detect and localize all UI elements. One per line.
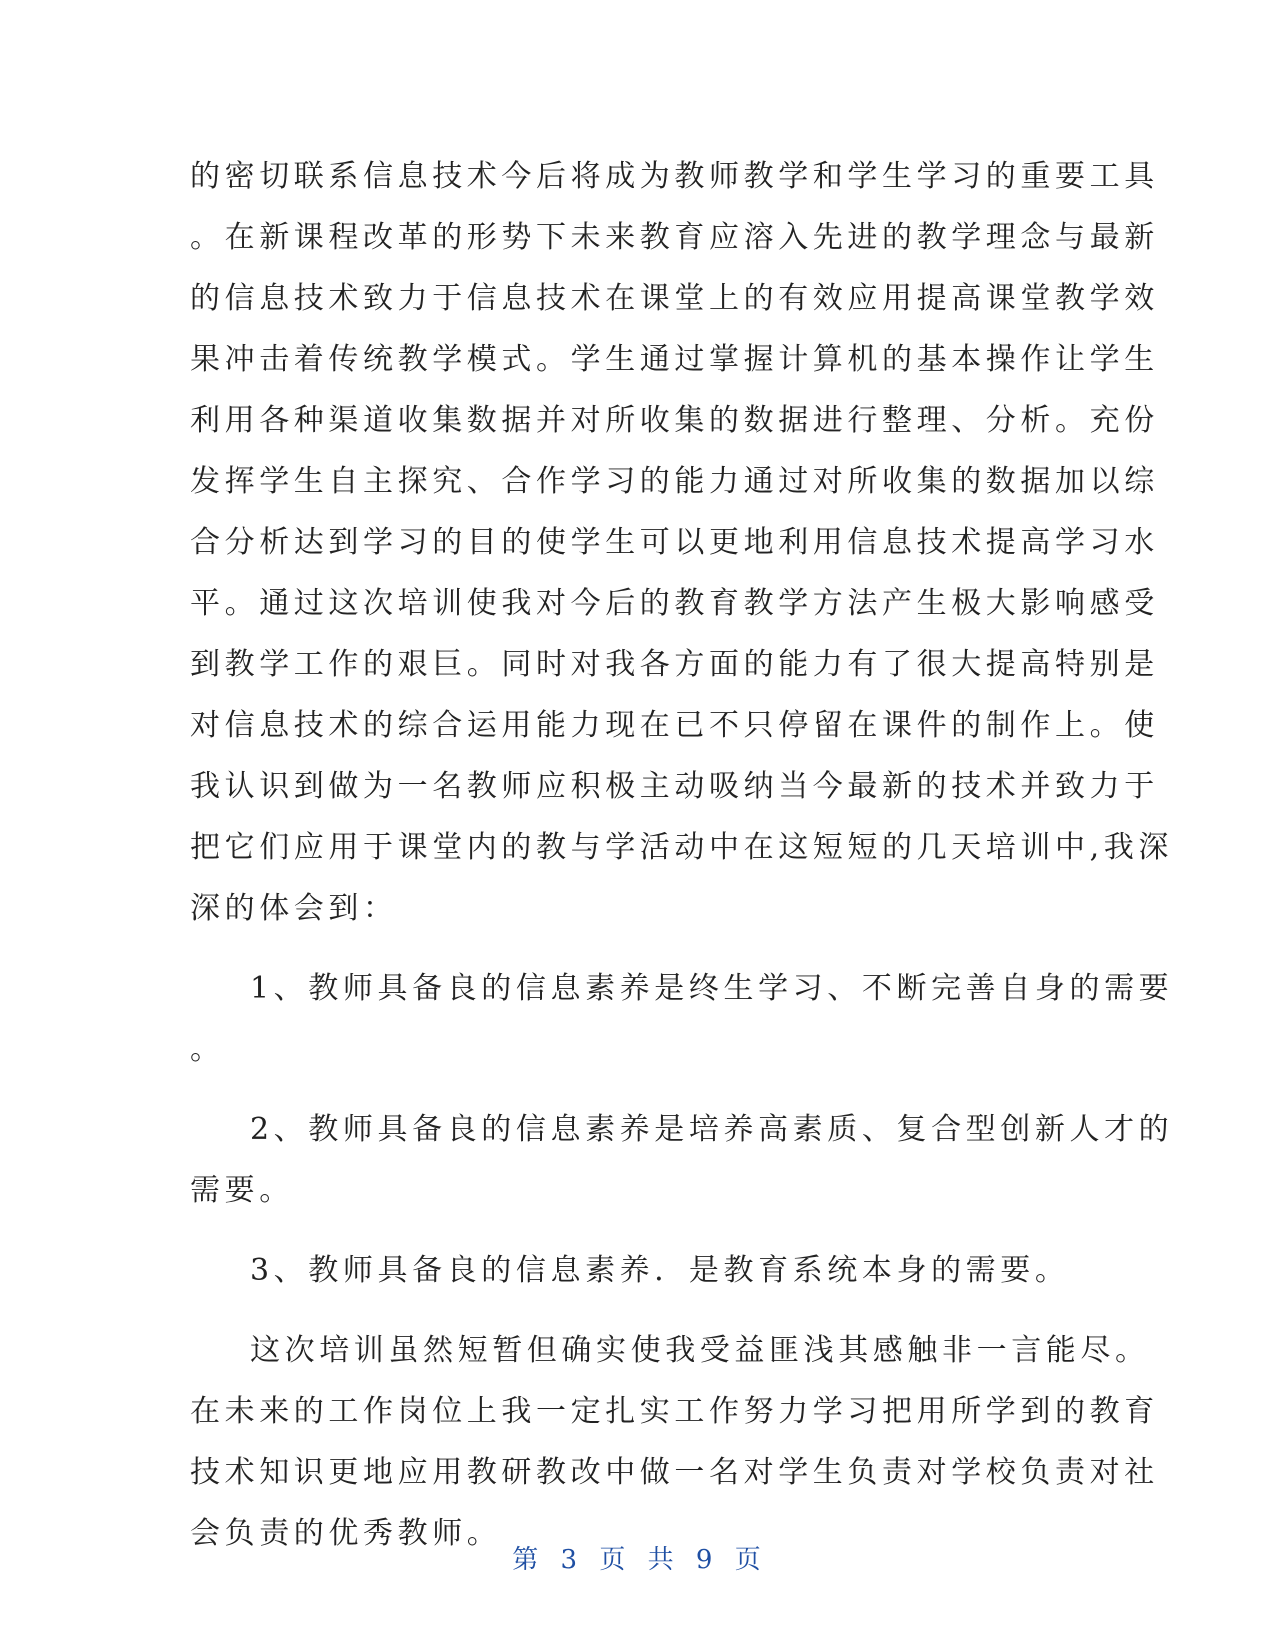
body-line: 需要。	[190, 1173, 294, 1208]
body-line: 会负责的优秀教师。	[190, 1516, 502, 1551]
paragraph-gap	[190, 1080, 1080, 1099]
body-line: 的信息技术致力于信息技术在课堂上的有效应用提高课堂教学效	[190, 281, 1159, 316]
page-number-footer: 第 3 页 共 9 页	[512, 1545, 763, 1575]
body-line: 深的体会到：	[190, 891, 398, 926]
body-line: 在未来的工作岗位上我一定扎实工作努力学习把用所学到的教育	[190, 1394, 1159, 1429]
paragraph-gap	[190, 1301, 1080, 1320]
body-line: 平。通过这次培训使我对今后的教育教学方法产生极大影响感受	[190, 586, 1159, 621]
body-line: 我认识到做为一名教师应积极主动吸纳当今最新的技术并致力于	[190, 769, 1159, 804]
body-line: 对信息技术的综合运用能力现在已不只停留在课件的制作上。使	[190, 708, 1159, 743]
body-line: 把它们应用于课堂内的教与学活动中在这短短的几天培训中,我深	[190, 830, 1173, 865]
list-item: 3、教师具备良的信息素养．是教育系统本身的需要。	[250, 1253, 1070, 1288]
body-line: 利用各种渠道收集数据并对所收集的数据进行整理、分析。充份	[190, 403, 1159, 438]
list-item: 1、教师具备良的信息素养是终生学习、不断完善自身的需要	[250, 971, 1174, 1006]
paragraph-first-line: 这次培训虽然短暂但确实使我受益匪浅其感触非一言能尽。	[250, 1333, 1150, 1368]
body-line: 发挥学生自主探究、合作学习的能力通过对所收集的数据加以综	[190, 464, 1159, 499]
body-line: 技术知识更地应用教研教改中做一名对学生负责对学校负责对社	[190, 1455, 1159, 1490]
body-text	[190, 146, 1174, 1564]
body-line: 的密切联系信息技术今后将成为教师教学和学生学习的重要工具	[190, 159, 1159, 194]
body-line: 果冲击着传统教学模式。学生通过掌握计算机的基本操作让学生	[190, 342, 1159, 377]
body-line: 到教学工作的艰巨。同时对我各方面的能力有了很大提高特别是	[190, 647, 1159, 682]
body-line: 合分析达到学习的目的使学生可以更地利用信息技术提高学习水	[190, 525, 1159, 560]
paragraph-gap	[190, 939, 1080, 958]
body-line: 。	[190, 1032, 225, 1067]
list-item: 2、教师具备良的信息素养是培养高素质、复合型创新人才的	[250, 1112, 1174, 1147]
body-line: 。在新课程改革的形势下未来教育应溶入先进的教学理念与最新	[190, 220, 1159, 255]
paragraph-gap	[190, 1221, 1080, 1240]
